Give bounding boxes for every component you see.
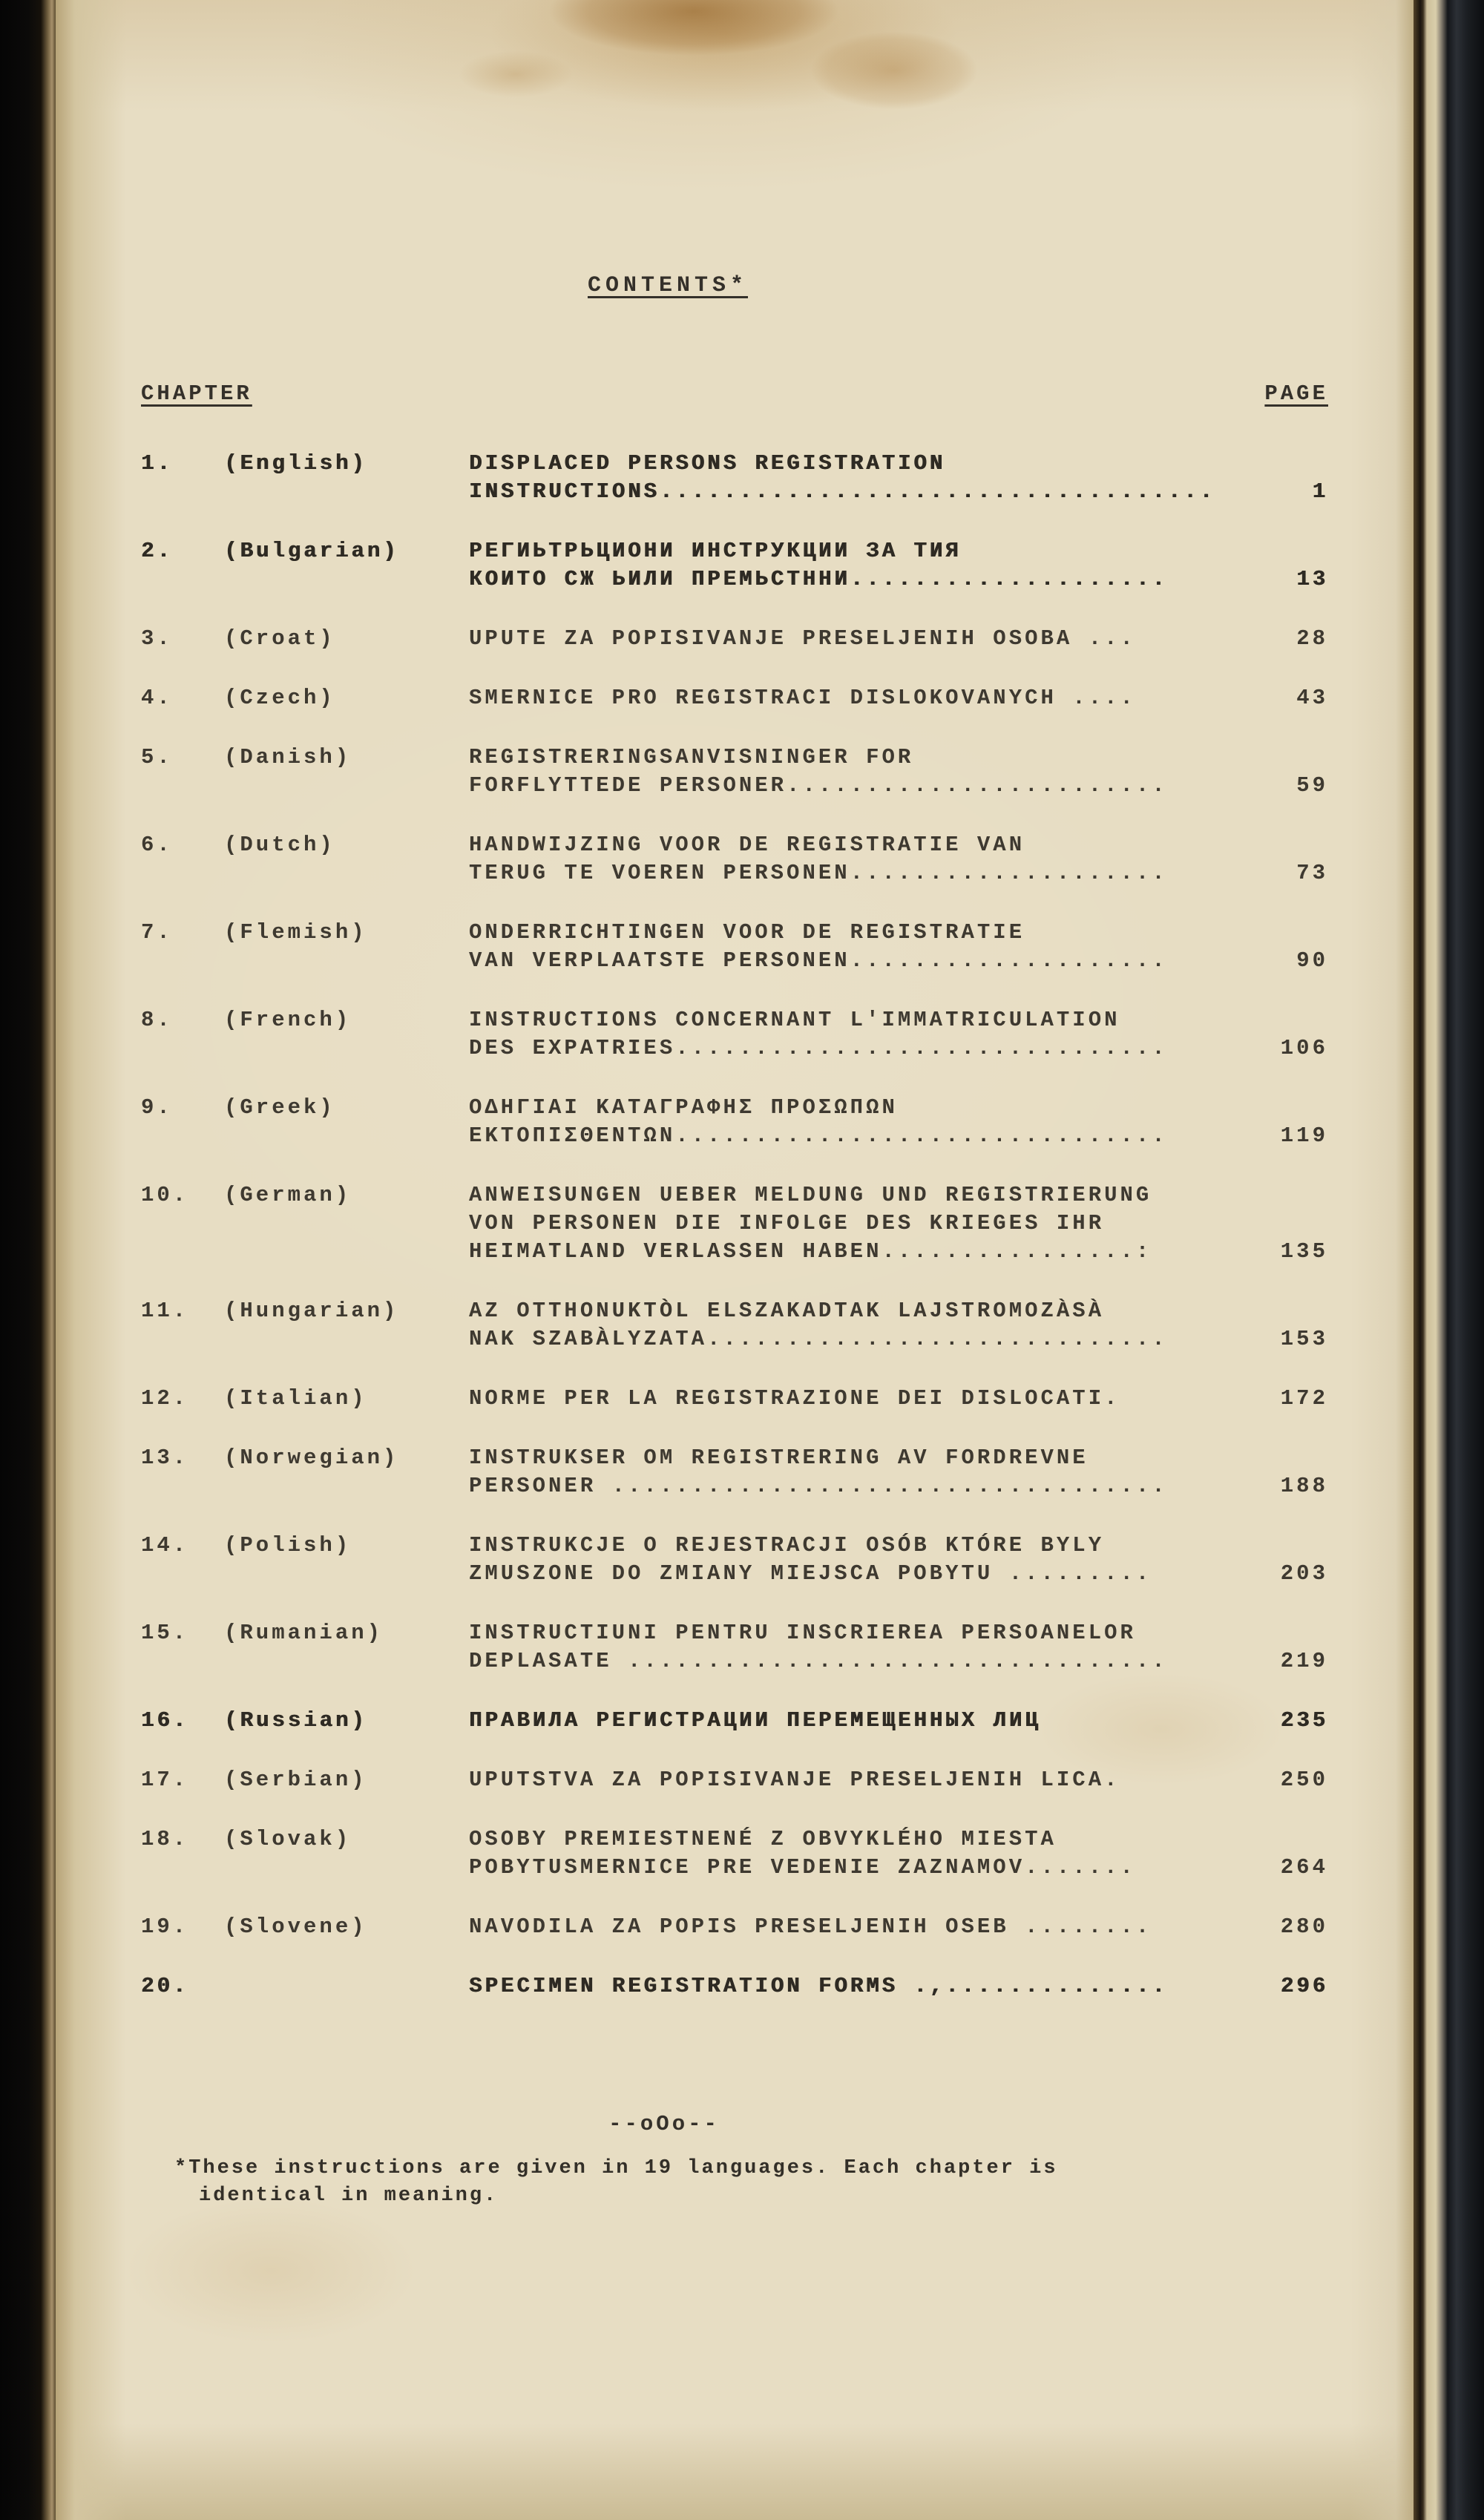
entry-page-number: 43 [1296, 686, 1328, 710]
entry-title-line: ZMUSZONE DO ZMIANY MIEJSCA POBYTU ......... [469, 1561, 1152, 1586]
entry-language: (Polish) [224, 1533, 352, 1558]
entry-title-line: UPUTSTVA ZA POPISIVANJE PRESELJENIH LICA. [469, 1768, 1120, 1792]
entry-title-line: AZ OTTHONUKTÒL ELSZAKADTAK LAJSTROMOZÀSÀ [469, 1299, 1105, 1323]
section-separator: --oOo-- [608, 2112, 720, 2136]
entry-title-line: INSTRUCTIUNI PENTRU INSCRIEREA PERSOANELOR [469, 1621, 1136, 1645]
entry-number: 3. [141, 626, 173, 651]
entry-title-line: INSTRUKCJE O REJESTRACJI OSÓB KTÓRE BYLY [469, 1533, 1105, 1558]
entry-language: (Rumanian) [224, 1621, 384, 1645]
entry-language: (Norwegian) [224, 1446, 399, 1470]
entry-title-line: NAVODILA ZA POPIS PRESELJENIH OSEB ........ [469, 1914, 1152, 1939]
page-title: CONTENTS* [587, 273, 749, 298]
scanned-book-page [56, 0, 1414, 2520]
entry-page-number: 219 [1280, 1649, 1328, 1673]
entry-language: (Flemish) [224, 920, 367, 945]
entry-page-number: 59 [1296, 773, 1328, 798]
entry-title-line: ΟΔΗΓΙΑΙ ΚΑΤΑΓΡΑΦΗΣ ΠΡΟΣΩΠΩΝ [469, 1095, 898, 1120]
table-row [141, 450, 1328, 506]
entry-number: 13. [141, 1446, 189, 1470]
entry-page-number: 203 [1280, 1561, 1328, 1586]
entry-title [469, 1532, 1252, 1588]
entry-language: (Greek) [224, 1095, 335, 1120]
entry-number: 2. [141, 539, 173, 563]
page-column-header: PAGE [1264, 381, 1328, 406]
entry-page-number: 1 [1312, 479, 1328, 504]
entry-title [469, 1707, 1252, 1735]
entry-page-number: 296 [1280, 1974, 1328, 1998]
book-spine-right-edge [1414, 0, 1484, 2520]
entry-title-line: ПРАВИЛА РЕГИСТРАЦИИ ПЕРЕМЕЩЕННЫХ ЛИЦ [469, 1708, 1041, 1733]
entry-title [469, 1094, 1252, 1150]
table-row [141, 919, 1328, 975]
entry-title-line: INSTRUCTIONS................................... [469, 479, 1215, 504]
entry-number: 11. [141, 1299, 189, 1323]
entry-title-line: REGISTRERINGSANVISNINGER FOR [469, 745, 914, 770]
entry-number: 17. [141, 1768, 189, 1792]
table-row [141, 1006, 1328, 1063]
entry-language: (German) [224, 1183, 352, 1207]
column-headers [141, 380, 1328, 408]
entry-page-number: 135 [1280, 1239, 1328, 1264]
entry-title [469, 684, 1252, 712]
entry-page-number: 153 [1280, 1327, 1328, 1351]
entry-language: (Croat) [224, 626, 335, 651]
entry-title [469, 1972, 1252, 2001]
entry-language: (Hungarian) [224, 1299, 399, 1323]
entry-title-line: VON PERSONEN DIE INFOLGE DES KRIEGES IHR [469, 1211, 1105, 1236]
entry-page-number: 235 [1280, 1708, 1328, 1733]
entry-language: (Danish) [224, 745, 352, 770]
entry-number: 15. [141, 1621, 189, 1645]
entry-page-number: 119 [1280, 1123, 1328, 1148]
entry-language: (Slovak) [224, 1827, 352, 1851]
entry-language: (Italian) [224, 1386, 367, 1411]
entry-number: 19. [141, 1914, 189, 1939]
entry-title-line: КОИТО СЖ ЬИЛИ ПРЕМЬСТННИ.................... [469, 567, 1168, 591]
table-row [141, 1913, 1328, 1941]
entry-title [469, 537, 1252, 594]
entry-title-line: DES EXPATRIES............................... [469, 1036, 1168, 1060]
book-left-edge [0, 0, 56, 2520]
table-row [141, 1825, 1328, 1882]
entry-language: (Dutch) [224, 833, 335, 857]
entry-title [469, 1297, 1252, 1353]
entry-number: 1. [141, 451, 173, 476]
entry-page-number: 172 [1280, 1386, 1328, 1411]
entry-language: (French) [224, 1008, 352, 1032]
table-row [141, 1766, 1328, 1794]
table-row [141, 744, 1328, 800]
table-row [141, 537, 1328, 594]
entry-page-number: 250 [1280, 1768, 1328, 1792]
entries-list [141, 450, 1328, 2001]
table-row [141, 1532, 1328, 1588]
entry-title-line: DISPLACED PERSONS REGISTRATION [469, 451, 946, 476]
entry-title-line: SMERNICE PRO REGISTRACI DISLOKOVANYCH .... [469, 686, 1136, 710]
entry-language: (Russian) [224, 1708, 367, 1733]
footnote [141, 2155, 1328, 2210]
table-row [141, 1297, 1328, 1353]
entry-title-line: POBYTUSMERNICE PRE VEDENIE ZAZNAMOV....... [469, 1855, 1136, 1880]
entry-title-line: OSOBY PREMIESTNENÉ Z OBVYKLÉHO MIESTA [469, 1827, 1057, 1851]
entry-title [469, 1766, 1252, 1794]
entry-title [469, 625, 1252, 653]
entry-page-number: 73 [1296, 861, 1328, 885]
entry-title [469, 1619, 1252, 1676]
entry-title [469, 450, 1252, 506]
table-row [141, 1385, 1328, 1413]
entry-language: (English) [224, 451, 367, 476]
entry-page-number: 106 [1280, 1036, 1328, 1060]
entry-language [224, 1972, 469, 2001]
entry-title-line: NORME PER LA REGISTRAZIONE DEI DISLOCATI. [469, 1386, 1120, 1411]
entry-number: 10. [141, 1183, 189, 1207]
table-row [141, 625, 1328, 653]
entry-title-line: VAN VERPLAATSTE PERSONEN.................... [469, 948, 1168, 973]
entry-number: 14. [141, 1533, 189, 1558]
entry-title-line: HEIMATLAND VERLASSEN HABEN................: [469, 1239, 1152, 1264]
entry-language: (Serbian) [224, 1768, 367, 1792]
entry-title-line: NAK SZABÀLYZATA............................. [469, 1327, 1168, 1351]
entry-title-line: TERUG TE VOEREN PERSONEN.................... [469, 861, 1168, 885]
entry-title-line: ANWEISUNGEN UEBER MELDUNG UND REGISTRIERUNG [469, 1183, 1152, 1207]
entry-page-number: 90 [1296, 948, 1328, 973]
entry-number: 9. [141, 1095, 173, 1120]
entry-title [469, 1181, 1252, 1266]
entry-page-number: 13 [1296, 567, 1328, 591]
entry-title-line: ΕΚΤΟΠΙΣΘΕΝΤΩΝ............................... [469, 1123, 1168, 1148]
entry-title-line: SPECIMEN REGISTRATION FORMS .,.............. [469, 1974, 1168, 1998]
entry-title [469, 1444, 1252, 1500]
entry-number: 12. [141, 1386, 189, 1411]
entry-title-line: FORFLYTTEDE PERSONER........................ [469, 773, 1168, 798]
entry-title [469, 1385, 1252, 1413]
entry-title [469, 1006, 1252, 1063]
entry-number: 6. [141, 833, 173, 857]
entry-title [469, 744, 1252, 800]
entry-number: 5. [141, 745, 173, 770]
entry-number: 18. [141, 1827, 189, 1851]
table-row [141, 1094, 1328, 1150]
entry-title-line: PERSONER ................................... [469, 1474, 1168, 1498]
entry-title-line: HANDWIJZING VOOR DE REGISTRATIE VAN [469, 833, 1025, 857]
entry-number: 16. [141, 1708, 189, 1733]
entry-page-number: 188 [1280, 1474, 1328, 1498]
entry-number: 7. [141, 920, 173, 945]
entry-page-number: 280 [1280, 1914, 1328, 1939]
page-content [141, 0, 1328, 2210]
entry-language: (Bulgarian) [224, 539, 399, 563]
entry-title-line: ONDERRICHTINGEN VOOR DE REGISTRATIE [469, 920, 1025, 945]
footnote-line: *These instructions are given in 19 languages. Each chapter is [174, 2157, 1058, 2179]
table-row [141, 684, 1328, 712]
entry-title-line: UPUTE ZA POPISIVANJE PRESELJENIH OSOBA ... [469, 626, 1136, 651]
entry-title-line: DEPLASATE .................................. [469, 1649, 1168, 1673]
entry-title [469, 1825, 1252, 1882]
entry-page-number: 28 [1296, 626, 1328, 651]
table-row [141, 1619, 1328, 1676]
entry-language: (Czech) [224, 686, 335, 710]
entry-title [469, 831, 1252, 887]
entry-title-line: INSTRUKSER OM REGISTRERING AV FORDREVNE [469, 1446, 1089, 1470]
table-row [141, 1444, 1328, 1500]
entry-title [469, 1913, 1252, 1941]
chapter-column-header: CHAPTER [141, 381, 252, 406]
entry-number: 20. [141, 1974, 189, 1998]
table-row [141, 1707, 1328, 1735]
footnote-line: identical in meaning. [199, 2185, 499, 2207]
table-row [141, 1972, 1328, 2001]
entry-number: 8. [141, 1008, 173, 1032]
entry-title-line: РЕГИЬТРЬЦИОНИ ИНСТРУКЦИИ ЗА ТИЯ [469, 539, 962, 563]
entry-title-line: INSTRUCTIONS CONCERNANT L'IMMATRICULATION [469, 1008, 1120, 1032]
table-row [141, 1181, 1328, 1266]
entry-page-number: 264 [1280, 1855, 1328, 1880]
table-row [141, 831, 1328, 887]
entry-language: (Slovene) [224, 1914, 367, 1939]
entry-number: 4. [141, 686, 173, 710]
entry-title [469, 919, 1252, 975]
